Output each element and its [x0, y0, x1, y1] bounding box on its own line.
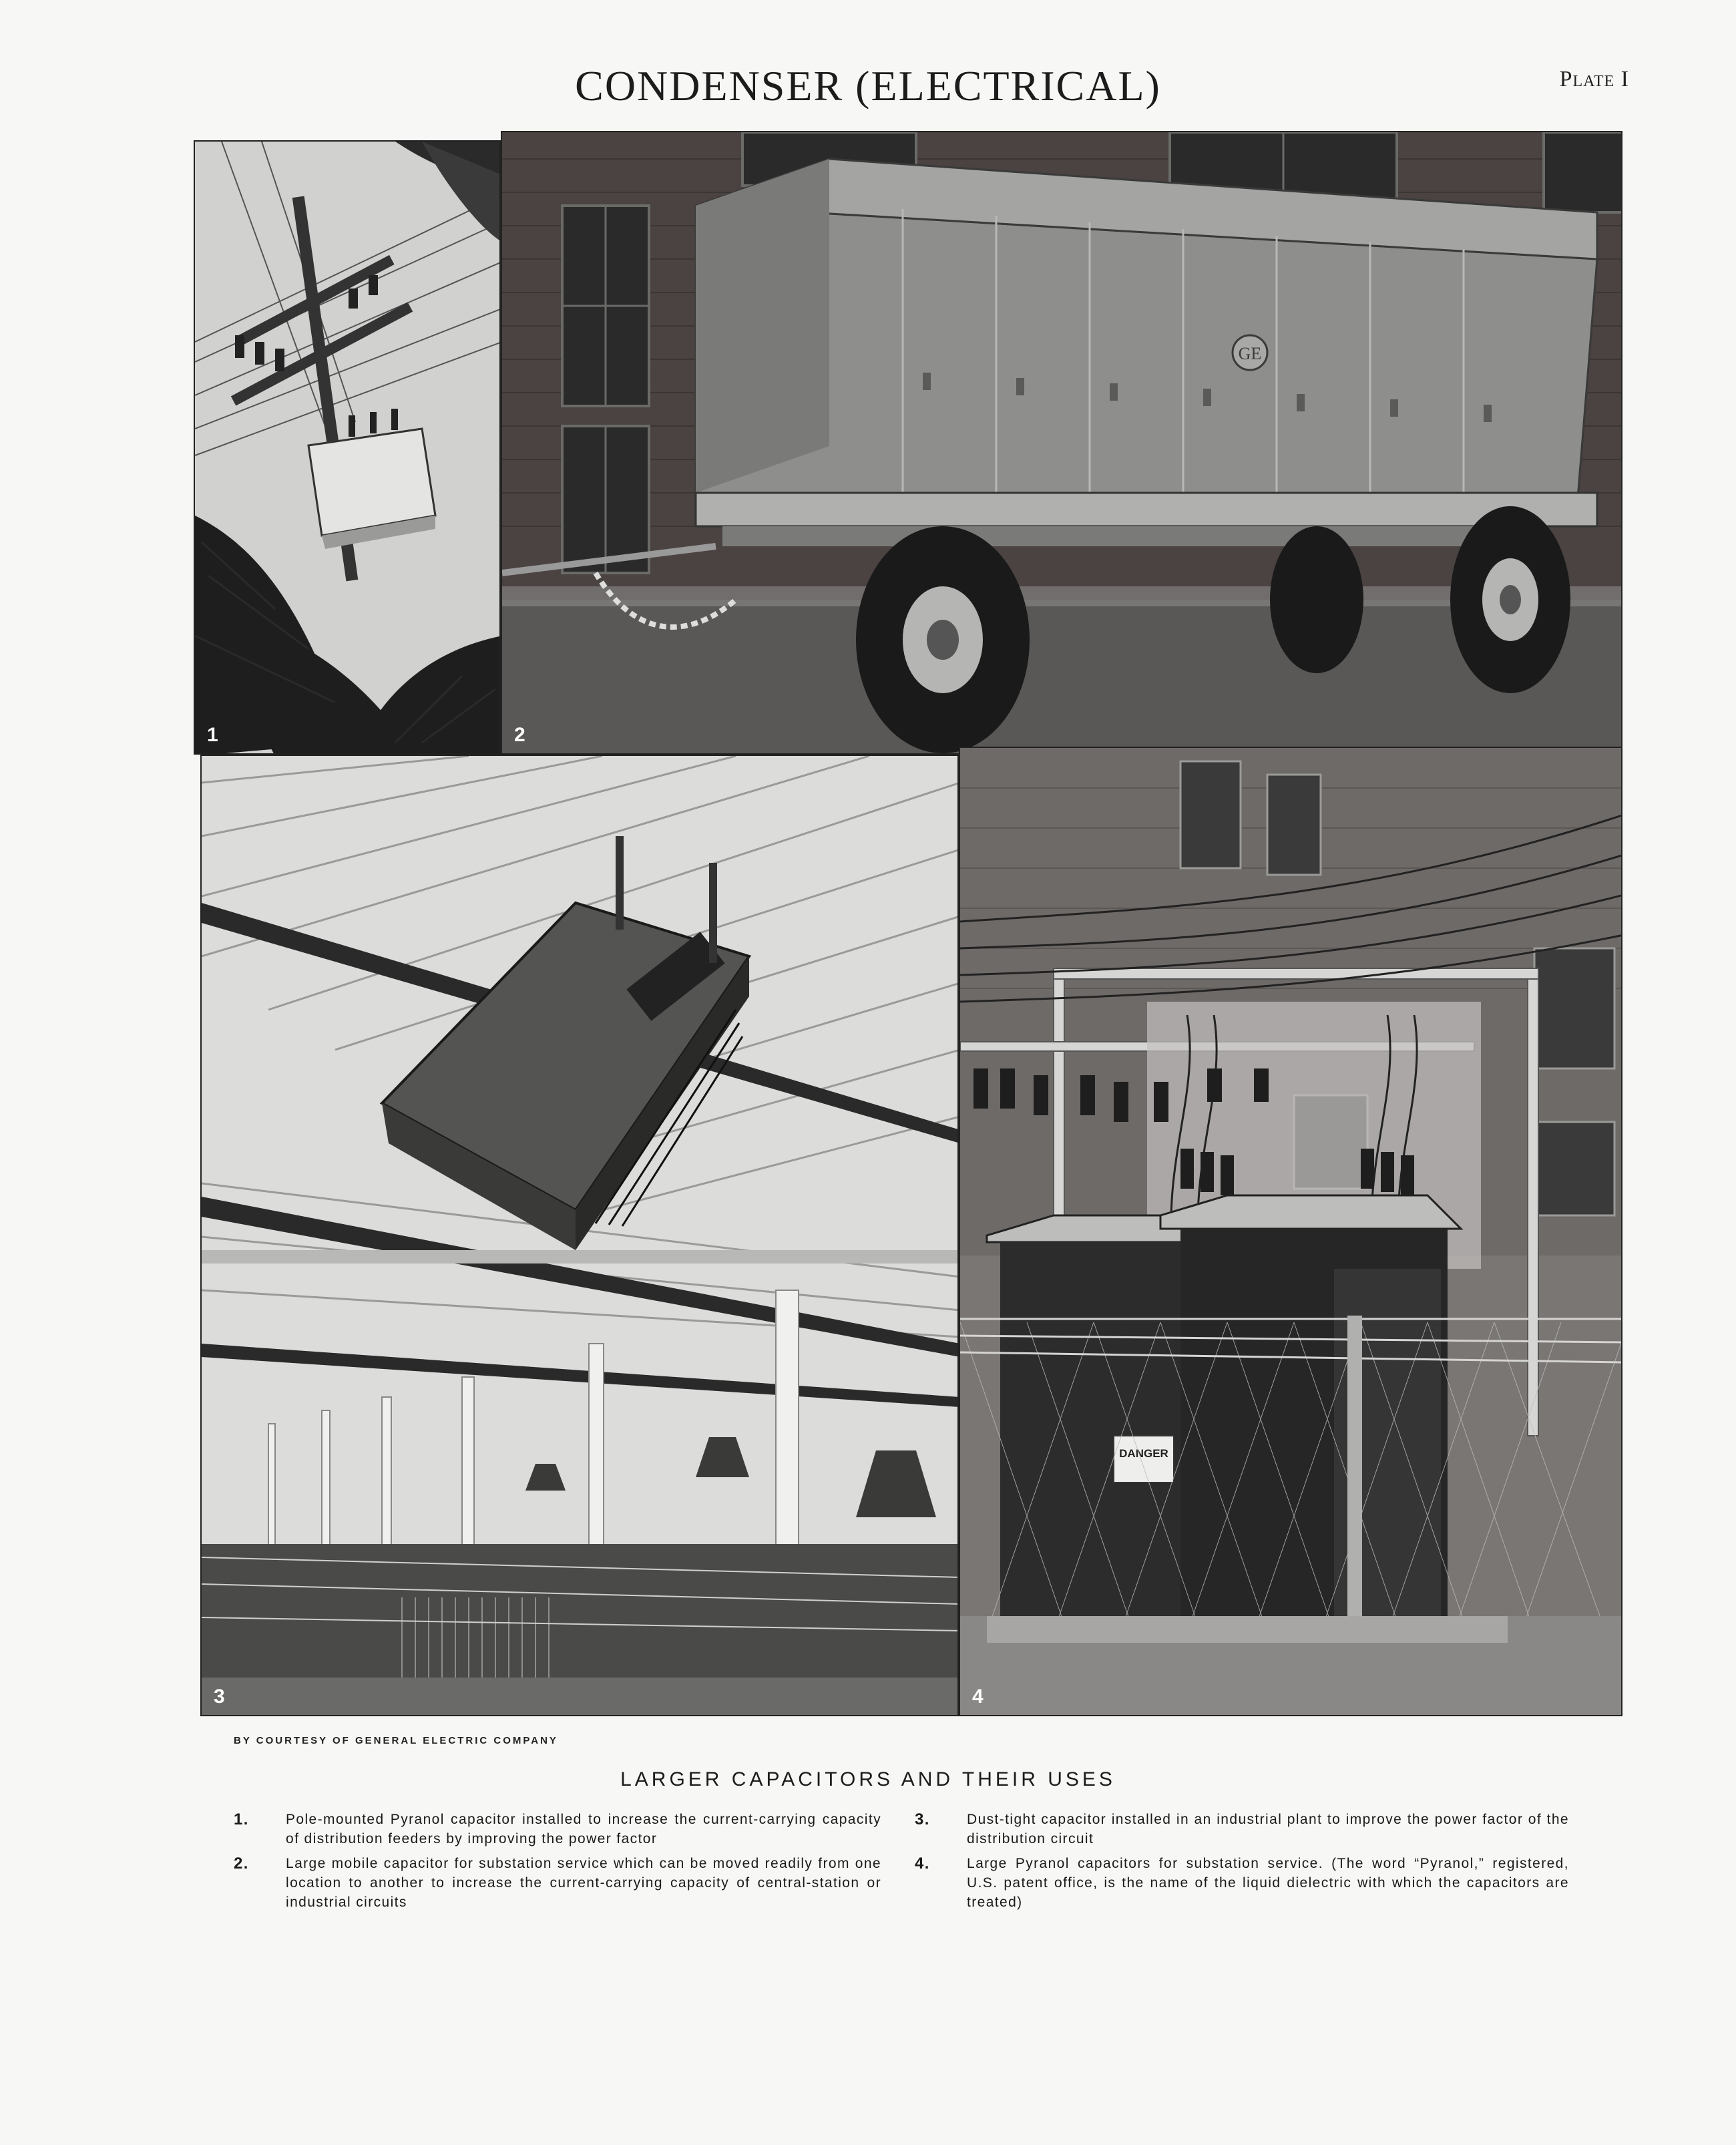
captions-right-column	[915, 1810, 1569, 1917]
svg-text:DANGER: DANGER	[1119, 1447, 1168, 1460]
caption-text: Large Pyranol capacitors for substation service. (The word “Pyranol,” registered, U.S. patent office, is the name of the liquid dielectric with which the capacitors are treated)	[967, 1856, 1569, 1910]
caption-item	[915, 1810, 1569, 1848]
photo-2-number: 2	[514, 724, 525, 746]
captions-heading: LARGER CAPACITORS AND THEIR USES	[620, 1768, 1116, 1790]
caption-number: 2.	[234, 1855, 249, 1873]
photo-1-pole-capacitor	[194, 140, 501, 755]
plate-label: Plate I	[1559, 67, 1629, 91]
photo-4-substation-capacitors	[959, 747, 1622, 1716]
photo-3-industrial-capacitor	[200, 755, 959, 1716]
caption-text: Large mobile capacitor for substation service which can be moved readily from one location to another to increase the current-carrying capacity of central-station or industrial circuits	[286, 1856, 881, 1910]
svg-text:GE: GE	[1238, 344, 1262, 363]
caption-item	[234, 1810, 881, 1848]
caption-text: Pole-mounted Pyranol capacitor installed to increase the current-carrying capacity of distribution feeders by improving the power factor	[286, 1812, 881, 1846]
caption-number: 4.	[915, 1855, 930, 1873]
photo-3-number: 3	[214, 1686, 225, 1708]
photo-2-image	[502, 132, 1622, 755]
photo-4-image	[960, 748, 1622, 1716]
photo-1-image	[195, 142, 501, 755]
photo-1-number: 1	[207, 724, 218, 746]
photo-3-image	[202, 756, 959, 1716]
caption-item	[915, 1854, 1569, 1912]
caption-text: Dust-tight capacitor installed in an industrial plant to improve the power factor of the distribution circuit	[967, 1812, 1569, 1846]
caption-number: 1.	[234, 1810, 249, 1828]
page-title: CONDENSER (ELECTRICAL)	[575, 62, 1161, 110]
photo-credit: BY COURTESY OF GENERAL ELECTRIC COMPANY	[234, 1735, 558, 1746]
photo-4-number: 4	[972, 1686, 984, 1708]
captions-left-column	[234, 1810, 881, 1917]
photo-2-mobile-capacitor	[501, 131, 1622, 755]
caption-item	[234, 1854, 881, 1912]
caption-number: 3.	[915, 1810, 930, 1828]
